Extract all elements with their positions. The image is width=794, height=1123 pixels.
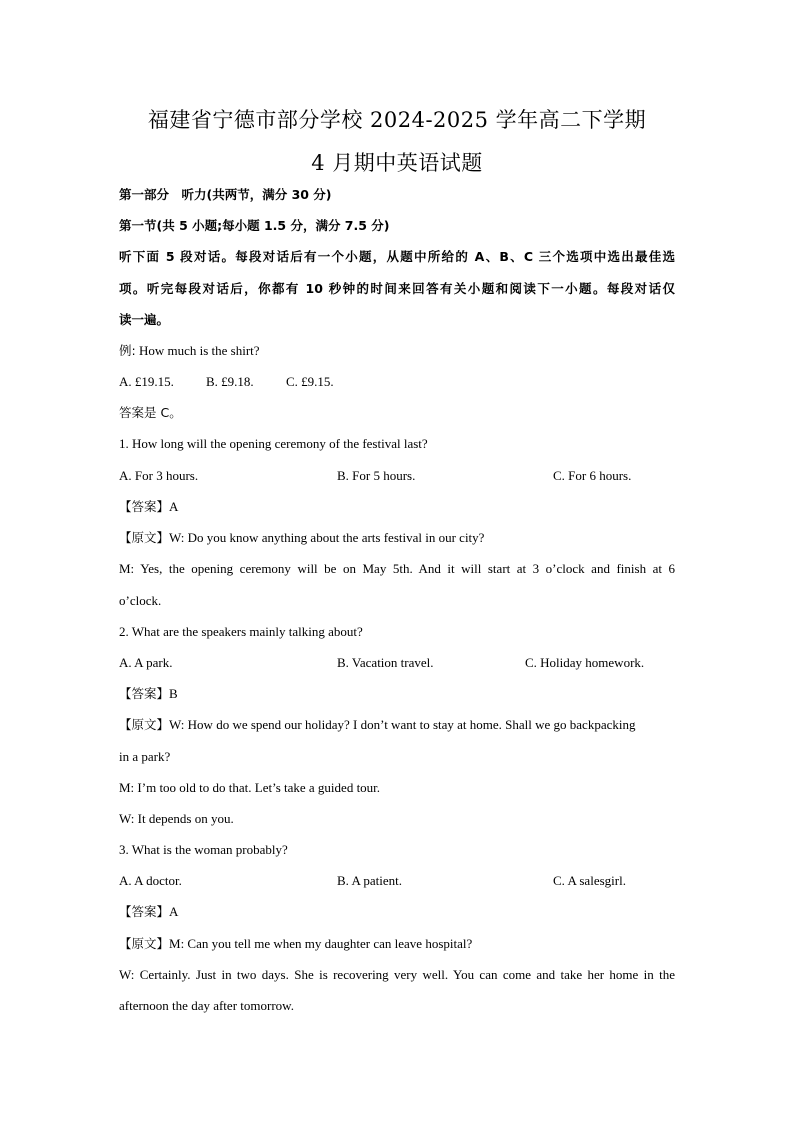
section-heading: 第一部分 听力(共两节，满分 30 分) xyxy=(119,187,332,202)
answer-tag: 【答案】 xyxy=(119,499,170,514)
option-c: C. For 6 hours. xyxy=(553,468,632,483)
option-b: B. For 5 hours. xyxy=(337,468,416,483)
answer-line xyxy=(119,686,178,702)
answer-line xyxy=(119,499,178,515)
option-b: B. A patient. xyxy=(337,873,402,888)
question-stem: 1. How long will the opening ceremony of the festival last? xyxy=(119,436,428,451)
instructions-line: 项。听完每段对话后，你都有 10 秒钟的时间来回答有关小题和阅读下一小题。每段对话仅 xyxy=(119,281,675,296)
answer-value: A xyxy=(169,904,179,919)
instructions-line: 读一遍。 xyxy=(119,312,170,327)
example-option-b: B. £9.18. xyxy=(206,374,254,389)
transcript-line: afternoon the day after tomorrow. xyxy=(119,998,294,1013)
transcript-line: W: Certainly. Just in two days. She is recovering very well. You can come and take her home in the xyxy=(119,967,675,982)
transcript-tag: 【原文】 xyxy=(119,530,170,545)
transcript-tag: 【原文】 xyxy=(119,717,170,732)
transcript-line xyxy=(119,717,635,733)
answer-tag: 【答案】 xyxy=(119,686,170,701)
example-question xyxy=(119,343,260,359)
transcript-line: M: Yes, the opening ceremony will be on May 5th. And it will start at 3 o’clock and finish at 6 xyxy=(119,561,675,576)
example-question-text: How much is the shirt? xyxy=(135,343,260,358)
option-b: B. Vacation travel. xyxy=(337,655,434,670)
instructions-line: 听下面 5 段对话。每段对话后有一个小题，从题中所给的 A、B、C 三个选项中选出最佳选 xyxy=(119,249,675,264)
doc-title-line-1: 福建省宁德市部分学校 2024-2025 学年高二下学期 xyxy=(147,108,647,132)
example-option-a: A. £19.15. xyxy=(119,374,174,389)
option-a: A. For 3 hours. xyxy=(119,468,199,483)
doc-title-line-2: 4 月期中英语试题 xyxy=(311,151,483,175)
transcript-text: W: How do we spend our holiday? I don’t want to stay at home. Shall we go backpacking xyxy=(169,717,636,732)
transcript-line: o’clock. xyxy=(119,593,162,608)
example-option-c: C. £9.15. xyxy=(286,374,334,389)
transcript-line: M: I’m too old to do that. Let’s take a guided tour. xyxy=(119,780,381,795)
answer-value: B xyxy=(169,686,178,701)
question-stem: 3. What is the woman probably? xyxy=(119,842,288,857)
question-stem: 2. What are the speakers mainly talking about? xyxy=(119,624,363,639)
transcript-tag: 【原文】 xyxy=(119,936,170,951)
option-c: C. A salesgirl. xyxy=(553,873,626,888)
transcript-text: W: Do you know anything about the arts festival in our city? xyxy=(169,530,485,545)
answer-tag: 【答案】 xyxy=(119,904,170,919)
transcript-line xyxy=(119,530,484,546)
subsection-heading: 第一节(共 5 小题;每小题 1.5 分，满分 7.5 分) xyxy=(119,218,390,233)
transcript-line xyxy=(119,936,472,952)
option-a: A. A park. xyxy=(119,655,173,670)
answer-value: A xyxy=(169,499,179,514)
option-c: C. Holiday homework. xyxy=(525,655,645,670)
answer-line xyxy=(119,904,178,920)
transcript-text: M: Can you tell me when my daughter can leave hospital? xyxy=(169,936,473,951)
example-prefix: 例: xyxy=(119,343,136,358)
example-answer: 答案是 C。 xyxy=(119,405,182,420)
transcript-line: in a park? xyxy=(119,749,171,764)
transcript-line: W: It depends on you. xyxy=(119,811,234,826)
option-a: A. A doctor. xyxy=(119,873,182,888)
